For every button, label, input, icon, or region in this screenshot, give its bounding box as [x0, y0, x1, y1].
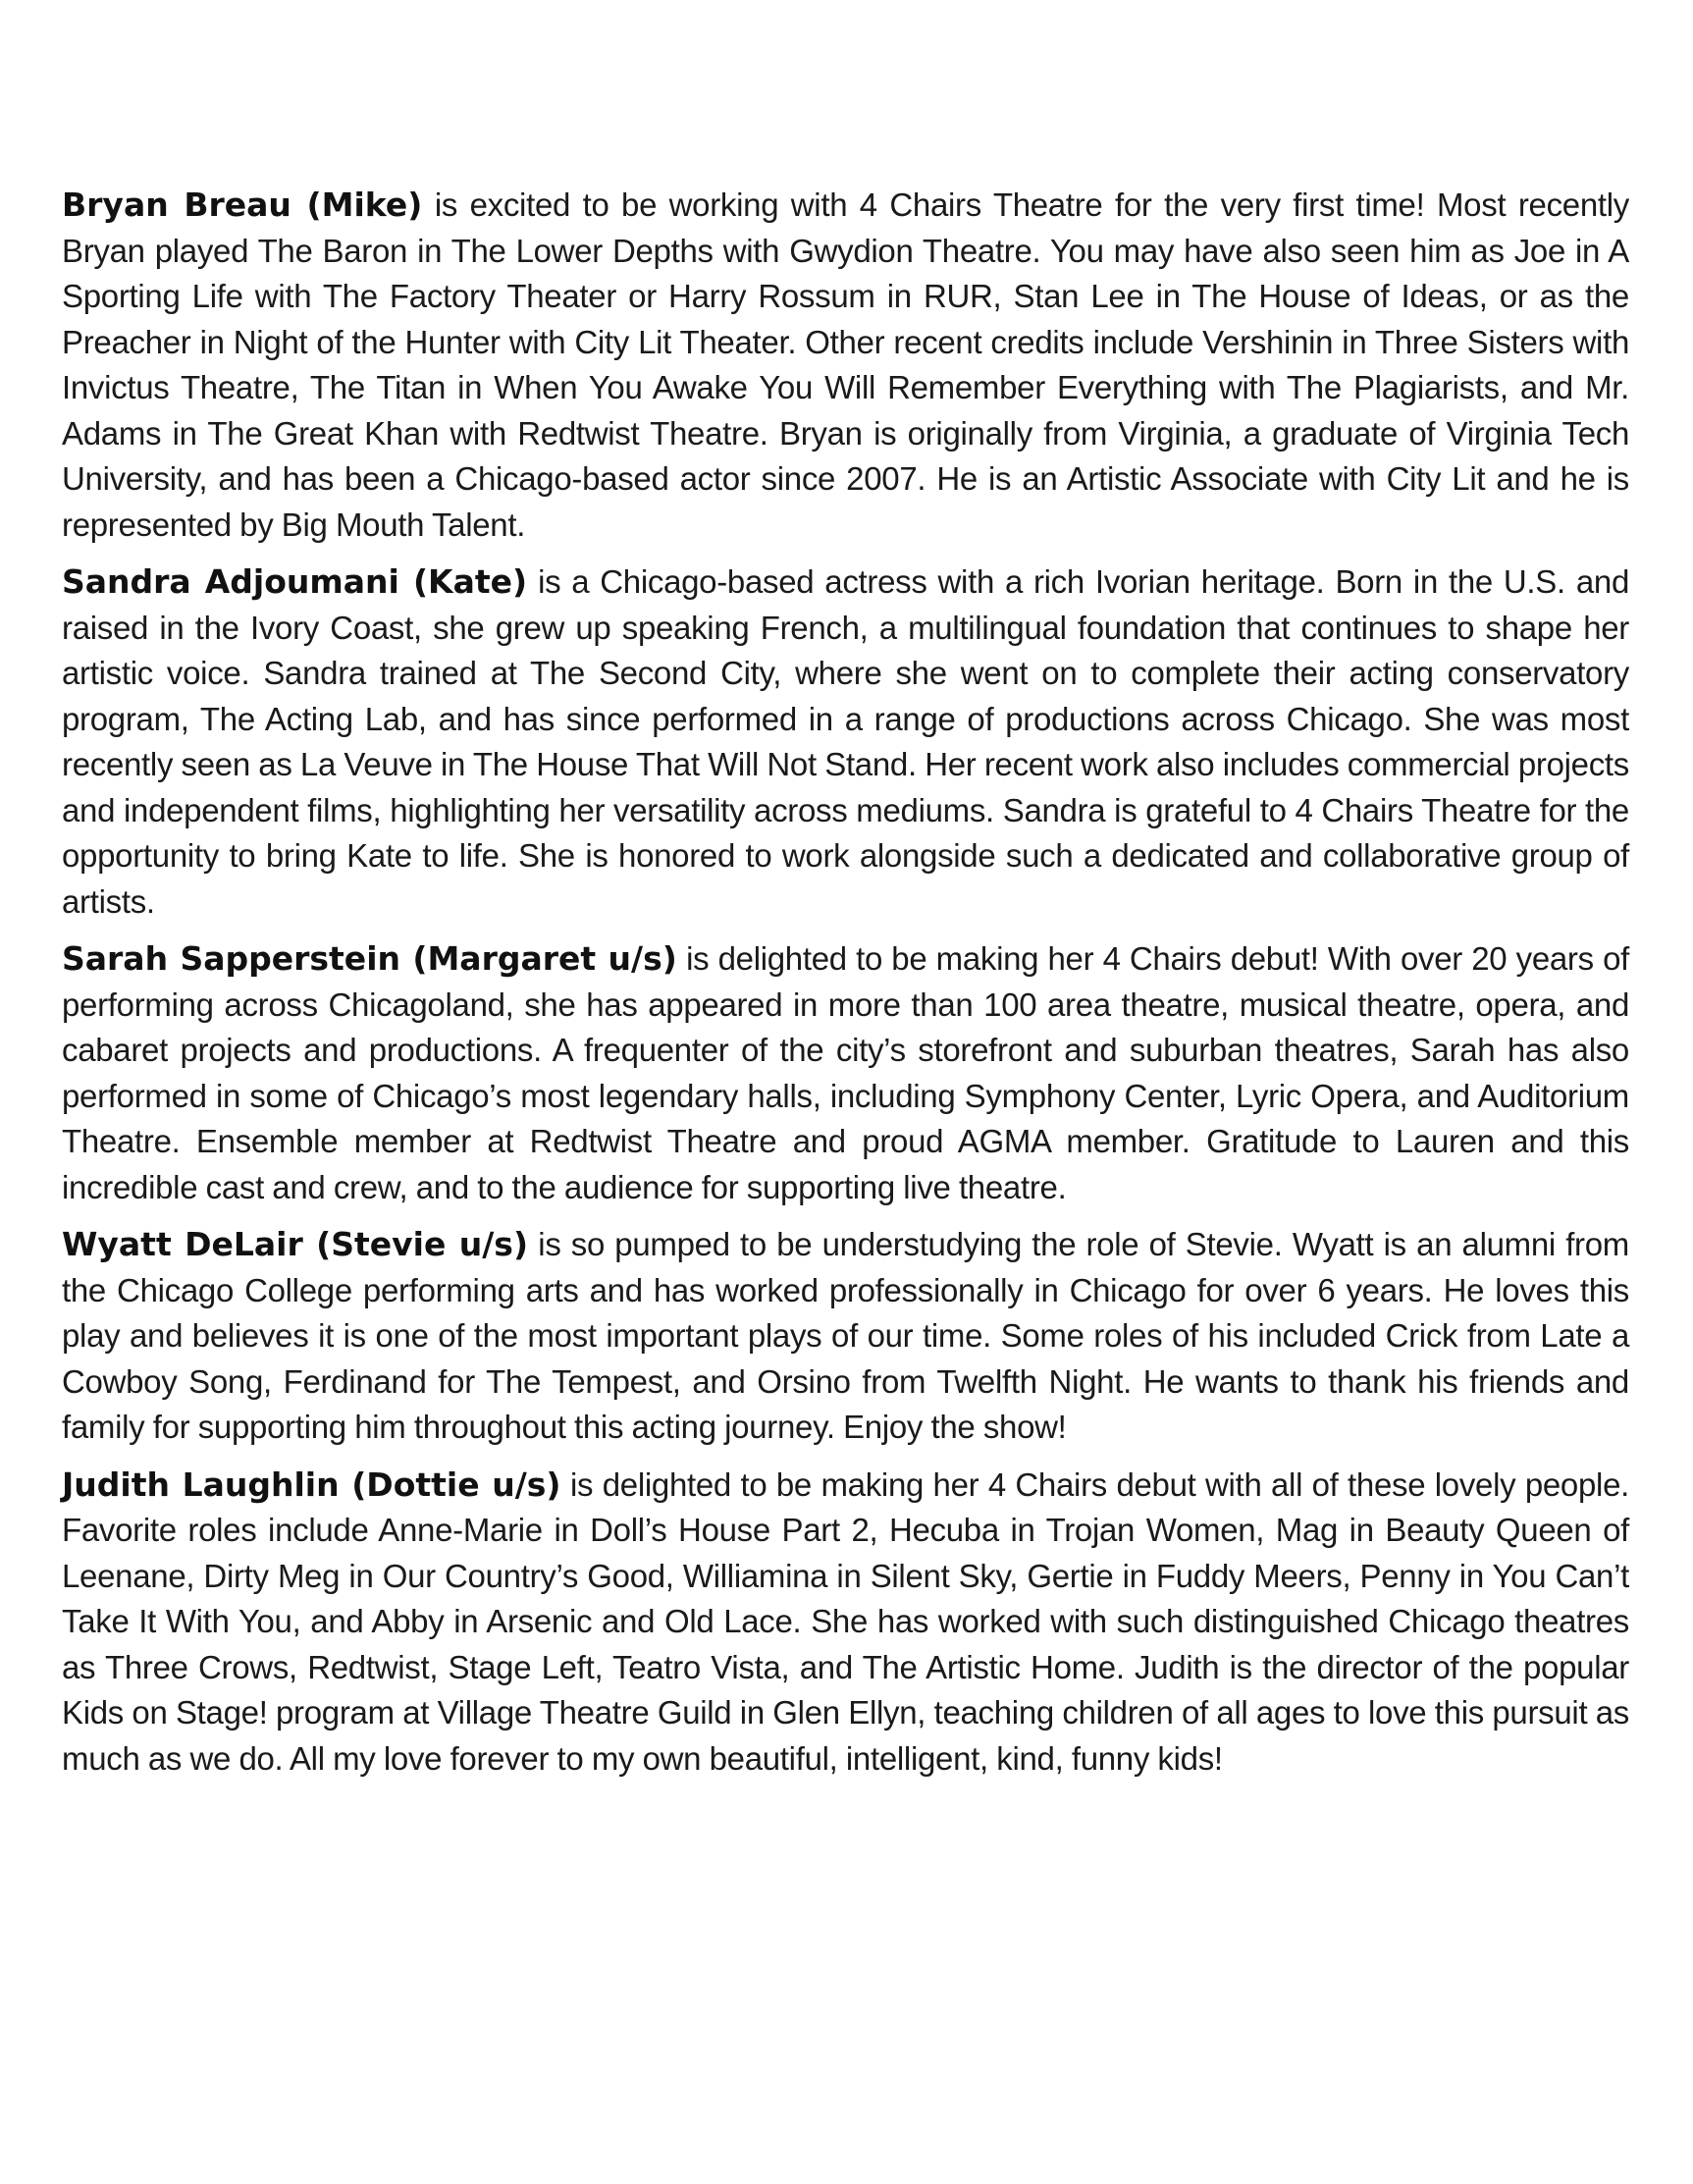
bio-name: Sandra Adjoumani (Kate)	[62, 562, 528, 601]
bio-paragraph-bryan-breau	[62, 183, 1629, 548]
bio-text: is excited to be working with 4 Chairs Theatre for the very first time! Most recently Bryan played The Baron in The Lower Depths with Gwydion Theatre. You may have also seen him as Joe in A Sporting Life with The Factory Theater or Harry Rossum in RUR, Stan Lee in The House of Ideas, or as the Preacher in Night of the Hunter with City Lit Theater. Other recent credits include Vershinin in Three Sisters with Invictus Theatre, The Titan in When You Awake You Will Remember Everything with The Plagiarists, and Mr. Adams in The Great Khan with Redtwist Theatre. Bryan is originally from Virginia, a graduate of Virginia Tech University, and has been a Chicago-based actor since 2007. He is an Artistic Associate with City Lit and he is represented by Big Mouth Talent.	[62, 186, 1629, 543]
bio-name: Bryan Breau (Mike)	[62, 186, 423, 224]
bio-name: Judith Laughlin (Dottie u/s)	[62, 1465, 561, 1504]
bio-text: is a Chicago-based actress with a rich Ivorian heritage. Born in the U.S. and raised in the Ivory Coast, she grew up speaking French, a multilingual foundation that continues to shape her artistic voice. Sandra trained at The Second City, where she went on to complete their acting conservatory program, The Acting Lab, and has since performed in a range of productions across Chicago. She was most recently seen as La Veuve in The House That Will Not Stand. Her recent work also includes commercial projects and independent films, highlighting her versatility across mediums. Sandra is grateful to 4 Chairs Theatre for the opportunity to bring Kate to life. She is honored to work alongside such a dedicated and collaborative group of artists.	[62, 563, 1629, 920]
bio-paragraph-sandra-adjoumani	[62, 559, 1629, 925]
bio-name: Wyatt DeLair (Stevie u/s)	[62, 1225, 529, 1263]
bio-text: is delighted to be making her 4 Chairs debut with all of these lovely people. Favorite roles include Anne-Marie in Doll’s House Part 2, Hecuba in Trojan Women, Mag in Beauty Queen of Leenane, Dirty Meg in Our Country’s Good, Williamina in Silent Sky, Gertie in Fuddy Meers, Penny in You Can’t Take It With You, and Abby in Arsenic and Old Lace. She has worked with such distinguished Chicago theatres as Three Crows, Redtwist, Stage Left, Teatro Vista, and The Artistic Home. Judith is the director of the popular Kids on Stage! program at Village Theatre Guild in Glen Ellyn, teaching children of all ages to love this pursuit as much as we do. All my love forever to my own beautiful, intelligent, kind, funny kids!	[62, 1465, 1629, 1777]
bio-paragraph-sarah-sapperstein	[62, 936, 1629, 1210]
bio-name: Sarah Sapperstein (Margaret u/s)	[62, 939, 677, 978]
bio-paragraph-wyatt-delair	[62, 1222, 1629, 1451]
bio-text: is so pumped to be understudying the role of Stevie. Wyatt is an alumni from the Chicago College performing arts and has worked professionally in Chicago for over 6 years. He loves this play and believes it is one of the most important plays of our time. Some roles of his included Crick from Late a Cowboy Song, Ferdinand for The Tempest, and Orsino from Twelfth Night. He wants to thank his friends and family for supporting him throughout this acting journey. Enjoy the show!	[62, 1226, 1629, 1445]
bio-page	[62, 183, 1629, 1793]
bio-text: is delighted to be making her 4 Chairs debut! With over 20 years of performing across Chicagoland, she has appeared in more than 100 area theatre, musical theatre, opera, and cabaret projects and productions. A frequenter of the city’s storefront and suburban theatres, Sarah has also performed in some of Chicago’s most legendary halls, including Symphony Center, Lyric Opera, and Auditorium Theatre. Ensemble member at Redtwist Theatre and proud AGMA member. Gratitude to Lauren and this incredible cast and crew, and to the audience for supporting live theatre.	[62, 940, 1629, 1205]
bio-paragraph-judith-laughlin	[62, 1463, 1629, 1783]
